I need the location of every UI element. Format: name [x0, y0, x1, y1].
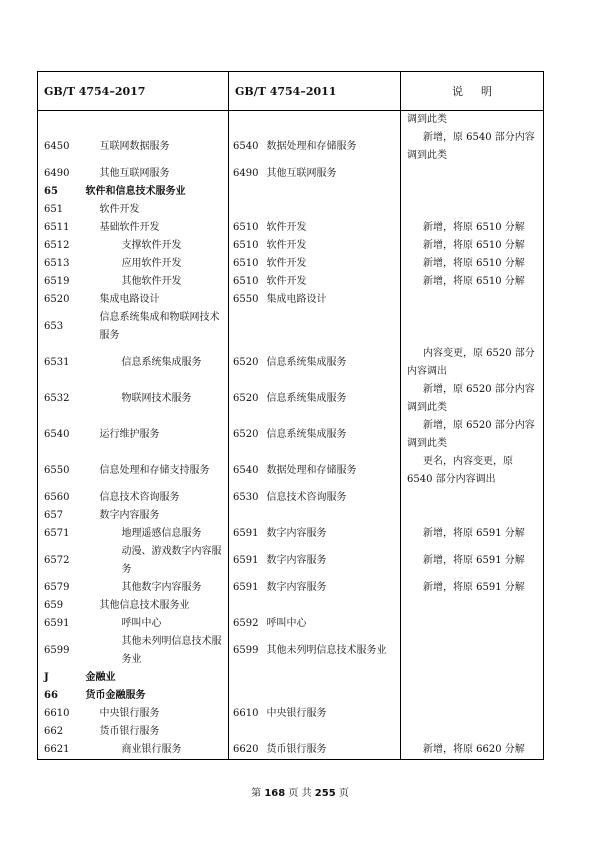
name-2011-cell — [267, 741, 401, 760]
code-2011-cell — [229, 345, 267, 381]
name-2017-text: 软件开发 — [99, 204, 140, 215]
code-2017-text: 6550 — [44, 465, 70, 476]
code-2011-text: 6510 — [233, 258, 259, 269]
code-2011-cell — [229, 309, 267, 345]
note-cell — [401, 615, 544, 633]
name-2011-cell — [267, 273, 401, 291]
code-2017-text: 651 — [44, 204, 64, 215]
name-2017-cell — [84, 489, 229, 507]
name-2011-cell — [267, 615, 401, 633]
name-2017-cell — [84, 687, 229, 705]
name-2011-text: 数据处理和存储服务 — [266, 141, 357, 152]
name-2017-cell — [84, 597, 229, 615]
name-2011-cell — [267, 255, 401, 273]
name-2017-cell — [84, 129, 229, 165]
code-2017-cell — [38, 111, 84, 130]
table-row — [38, 705, 544, 723]
table-row — [38, 687, 544, 705]
table-row — [38, 273, 544, 291]
table-header-row — [38, 72, 544, 111]
name-2011-cell — [267, 111, 401, 130]
table-row — [38, 255, 544, 273]
name-2011-text: 数据处理和存储服务 — [266, 465, 357, 476]
name-2011-text: 数字内容服务 — [266, 582, 327, 593]
code-2011-cell — [229, 741, 267, 760]
name-2017-cell — [84, 633, 229, 669]
table-row — [38, 291, 544, 309]
name-2011-cell — [267, 597, 401, 615]
code-2017-text: 6572 — [44, 555, 70, 566]
name-2011-text: 中央银行服务 — [266, 708, 327, 719]
note-text: 新增，将原 6510 分解 — [423, 222, 525, 233]
code-2017-text: 65 — [44, 186, 58, 197]
note-cell — [401, 507, 544, 525]
code-2017-text: 6591 — [44, 618, 70, 629]
name-2017-cell — [84, 507, 229, 525]
code-2017-text: 6571 — [44, 528, 70, 539]
note-cell — [401, 597, 544, 615]
name-2011-text: 软件开发 — [266, 222, 307, 233]
table-row — [38, 633, 544, 669]
note-cell — [401, 579, 544, 597]
footer-mid: 页 共 — [288, 788, 312, 799]
name-2017-cell — [84, 291, 229, 309]
name-2011-cell — [267, 381, 401, 417]
name-2017-text: 集成电路设计 — [99, 294, 160, 305]
name-2017-text: 金融业 — [85, 672, 116, 683]
note-cell — [401, 489, 544, 507]
table-row — [38, 417, 544, 453]
name-2017-text: 基础软件开发 — [99, 222, 160, 233]
name-2011-text: 信息系统集成服务 — [266, 393, 347, 404]
footer-suffix: 页 — [338, 788, 349, 799]
code-2017-text: 6512 — [44, 240, 70, 251]
note-cell — [401, 255, 544, 273]
code-2017-cell — [38, 381, 84, 417]
note-text: 新增，将原 6510 分解 — [423, 276, 525, 287]
code-2011-cell — [229, 237, 267, 255]
note-cell — [401, 291, 544, 309]
name-2011-cell — [267, 129, 401, 165]
name-2017-text: 其他信息技术服务业 — [99, 600, 190, 611]
code-2011-cell — [229, 579, 267, 597]
table-row — [38, 543, 544, 579]
name-2017-cell — [84, 273, 229, 291]
code-2017-cell — [38, 273, 84, 291]
name-2011-cell — [267, 417, 401, 453]
code-2011-text: 6510 — [233, 276, 259, 287]
name-2017-text: 其他未列明信息技术服务业 — [121, 636, 222, 665]
note-cell — [401, 219, 544, 237]
name-2011-cell — [267, 219, 401, 237]
code-2017-cell — [38, 345, 84, 381]
code-2017-text: 6519 — [44, 276, 70, 287]
table-row — [38, 111, 544, 130]
code-2017-text: 6490 — [44, 168, 70, 179]
name-2011-cell — [267, 237, 401, 255]
name-2017-cell — [84, 615, 229, 633]
code-2011-cell — [229, 129, 267, 165]
table-row — [38, 345, 544, 381]
name-2011-cell — [267, 633, 401, 669]
table-body — [38, 111, 544, 760]
code-2017-cell — [38, 597, 84, 615]
code-2017-cell — [38, 201, 84, 219]
classification-table — [37, 71, 544, 760]
name-2011-cell — [267, 201, 401, 219]
note-text: 新增，原 6540 部分内容调到此类 — [407, 132, 535, 161]
name-2011-text: 其他未列明信息技术服务业 — [266, 645, 387, 656]
code-2017-cell — [38, 453, 84, 489]
code-2011-cell — [229, 687, 267, 705]
name-2017-text: 互联网数据服务 — [99, 141, 170, 152]
code-2011-text: 6510 — [233, 240, 259, 251]
note-cell — [401, 543, 544, 579]
name-2011-cell — [267, 507, 401, 525]
note-cell — [401, 381, 544, 417]
note-text: 新增，将原 6591 分解 — [423, 528, 525, 539]
code-2017-cell — [38, 129, 84, 165]
note-cell — [401, 633, 544, 669]
name-2017-text: 货币金融服务 — [85, 690, 146, 701]
code-2017-cell — [38, 669, 84, 687]
note-cell — [401, 687, 544, 705]
note-text: 新增，将原 6620 分解 — [423, 744, 525, 755]
code-2017-text: 6511 — [44, 222, 70, 233]
name-2017-text: 信息处理和存储支持服务 — [99, 465, 210, 476]
name-2011-cell — [267, 687, 401, 705]
code-2017-cell — [38, 219, 84, 237]
code-2011-cell — [229, 525, 267, 543]
name-2011-text: 数字内容服务 — [266, 528, 327, 539]
note-cell — [401, 111, 544, 130]
code-2017-cell — [38, 507, 84, 525]
table-row — [38, 381, 544, 417]
note-cell — [401, 417, 544, 453]
code-2011-cell — [229, 291, 267, 309]
code-2017-text: 662 — [44, 726, 64, 737]
code-2011-text: 6599 — [233, 645, 259, 656]
footer-prefix: 第 — [251, 788, 262, 799]
code-2017-text: 659 — [44, 600, 64, 611]
name-2017-text: 运行维护服务 — [99, 429, 160, 440]
table-row — [38, 219, 544, 237]
code-2011-text: 6520 — [233, 393, 259, 404]
code-2011-cell — [229, 669, 267, 687]
code-2017-text: 6610 — [44, 708, 70, 719]
note-cell — [401, 183, 544, 201]
note-text: 更名，内容变更，原 6540 部分内容调出 — [407, 456, 513, 485]
name-2011-cell — [267, 345, 401, 381]
note-cell — [401, 309, 544, 345]
code-2017-cell — [38, 291, 84, 309]
name-2017-text: 动漫、游戏数字内容服务 — [121, 546, 222, 575]
note-cell — [401, 453, 544, 489]
name-2017-text: 其他软件开发 — [121, 276, 182, 287]
code-2011-text: 6591 — [233, 555, 259, 566]
name-2011-cell — [267, 489, 401, 507]
code-2017-cell — [38, 255, 84, 273]
code-2011-text: 6510 — [233, 222, 259, 233]
name-2017-text: 地理遥感信息服务 — [121, 528, 202, 539]
header-gbt-2017: GB/T 4754–2017 — [38, 72, 229, 111]
code-2017-text: 6599 — [44, 645, 70, 656]
name-2011-text: 呼叫中心 — [266, 618, 307, 629]
name-2011-cell — [267, 183, 401, 201]
header-gbt-2011: GB/T 4754–2011 — [229, 72, 401, 111]
code-2017-text: 66 — [44, 690, 58, 701]
footer-total-pages: 255 — [314, 788, 336, 799]
note-cell — [401, 741, 544, 760]
name-2017-text: 信息系统集成和物联网技术服务 — [99, 312, 220, 341]
name-2017-cell — [84, 237, 229, 255]
code-2017-cell — [38, 237, 84, 255]
note-text: 新增，将原 6510 分解 — [423, 240, 525, 251]
name-2017-cell — [84, 723, 229, 741]
code-2011-text: 6520 — [233, 357, 259, 368]
code-2011-cell — [229, 417, 267, 453]
name-2017-cell — [84, 183, 229, 201]
code-2011-text: 6490 — [233, 168, 259, 179]
table-row — [38, 615, 544, 633]
code-2017-cell — [38, 579, 84, 597]
note-cell — [401, 525, 544, 543]
code-2017-cell — [38, 741, 84, 760]
code-2017-cell — [38, 309, 84, 345]
table-row — [38, 597, 544, 615]
table-row — [38, 489, 544, 507]
code-2011-cell — [229, 507, 267, 525]
note-cell — [401, 669, 544, 687]
code-2017-cell — [38, 705, 84, 723]
code-2011-cell — [229, 381, 267, 417]
code-2011-text: 6591 — [233, 528, 259, 539]
note-text: 内容变更，原 6520 部分内容调出 — [407, 348, 535, 377]
code-2011-text: 6591 — [233, 582, 259, 593]
note-text: 新增，原 6520 部分内容调到此类 — [407, 384, 535, 413]
name-2017-cell — [84, 543, 229, 579]
name-2011-text: 信息系统集成服务 — [266, 357, 347, 368]
note-text: 调到此类 — [407, 114, 447, 125]
name-2011-cell — [267, 543, 401, 579]
name-2011-text: 集成电路设计 — [266, 294, 327, 305]
code-2017-cell — [38, 615, 84, 633]
name-2011-text: 其他互联网服务 — [266, 168, 337, 179]
note-cell — [401, 201, 544, 219]
name-2017-text: 呼叫中心 — [121, 618, 162, 629]
note-text: 新增，原 6520 部分内容调到此类 — [407, 420, 535, 449]
table-row — [38, 579, 544, 597]
name-2011-text: 信息技术咨询服务 — [266, 492, 347, 503]
code-2017-text: 6579 — [44, 582, 70, 593]
code-2011-cell — [229, 615, 267, 633]
name-2011-cell — [267, 525, 401, 543]
name-2011-text: 软件开发 — [266, 258, 307, 269]
code-2011-cell — [229, 633, 267, 669]
code-2017-cell — [38, 633, 84, 669]
note-cell — [401, 273, 544, 291]
code-2017-text: 657 — [44, 510, 64, 521]
name-2017-cell — [84, 111, 229, 130]
code-2017-text: 6560 — [44, 492, 70, 503]
name-2017-cell — [84, 705, 229, 723]
name-2017-cell — [84, 381, 229, 417]
code-2017-text: J — [44, 672, 49, 683]
name-2017-text: 商业银行服务 — [121, 744, 182, 755]
code-2011-cell — [229, 273, 267, 291]
note-cell — [401, 129, 544, 165]
code-2011-text: 6620 — [233, 744, 259, 755]
table-row — [38, 309, 544, 345]
code-2017-cell — [38, 687, 84, 705]
name-2011-text: 软件开发 — [266, 240, 307, 251]
code-2011-cell — [229, 201, 267, 219]
note-cell — [401, 723, 544, 741]
name-2017-text: 物联网技术服务 — [121, 393, 192, 404]
page-footer — [0, 784, 600, 799]
name-2017-text: 信息技术咨询服务 — [99, 492, 180, 503]
table-row — [38, 723, 544, 741]
name-2017-cell — [84, 579, 229, 597]
code-2017-cell — [38, 489, 84, 507]
code-2011-cell — [229, 597, 267, 615]
code-2011-cell — [229, 111, 267, 130]
note-text: 新增，将原 6591 分解 — [423, 582, 525, 593]
name-2017-cell — [84, 255, 229, 273]
note-cell — [401, 165, 544, 183]
code-2011-cell — [229, 183, 267, 201]
table-row — [38, 183, 544, 201]
code-2017-cell — [38, 723, 84, 741]
name-2011-text: 数字内容服务 — [266, 555, 327, 566]
code-2011-cell — [229, 255, 267, 273]
note-text: 新增，将原 6591 分解 — [423, 555, 525, 566]
name-2017-cell — [84, 309, 229, 345]
name-2017-text: 其他互联网服务 — [99, 168, 170, 179]
code-2011-cell — [229, 453, 267, 489]
name-2017-cell — [84, 525, 229, 543]
name-2011-cell — [267, 291, 401, 309]
table-row — [38, 525, 544, 543]
code-2017-text: 6520 — [44, 294, 70, 305]
header-note: 说明 — [401, 72, 544, 111]
code-2011-cell — [229, 543, 267, 579]
code-2017-text: 6540 — [44, 429, 70, 440]
name-2017-text: 应用软件开发 — [121, 258, 182, 269]
code-2017-cell — [38, 183, 84, 201]
footer-page-number: 168 — [264, 788, 286, 799]
table-row — [38, 201, 544, 219]
code-2011-text: 6610 — [233, 708, 259, 719]
name-2017-text: 中央银行服务 — [99, 708, 160, 719]
code-2017-text: 6621 — [44, 744, 70, 755]
note-cell — [401, 345, 544, 381]
code-2011-text: 6550 — [233, 294, 259, 305]
name-2011-text: 信息系统集成服务 — [266, 429, 347, 440]
name-2017-cell — [84, 219, 229, 237]
name-2017-cell — [84, 165, 229, 183]
code-2017-text: 6513 — [44, 258, 70, 269]
name-2017-text: 数字内容服务 — [99, 510, 160, 521]
code-2017-cell — [38, 525, 84, 543]
table-row — [38, 453, 544, 489]
code-2011-cell — [229, 219, 267, 237]
name-2017-cell — [84, 669, 229, 687]
name-2017-text: 软件和信息技术服务业 — [85, 186, 186, 197]
name-2011-cell — [267, 723, 401, 741]
table-row — [38, 129, 544, 165]
note-cell — [401, 237, 544, 255]
note-cell — [401, 705, 544, 723]
name-2011-cell — [267, 705, 401, 723]
code-2011-text: 6592 — [233, 618, 259, 629]
table-row — [38, 741, 544, 760]
name-2011-cell — [267, 309, 401, 345]
name-2017-cell — [84, 417, 229, 453]
name-2011-cell — [267, 165, 401, 183]
table-row — [38, 237, 544, 255]
code-2011-cell — [229, 705, 267, 723]
code-2017-cell — [38, 417, 84, 453]
code-2017-text: 6532 — [44, 393, 70, 404]
code-2011-cell — [229, 489, 267, 507]
code-2017-cell — [38, 543, 84, 579]
code-2011-text: 6530 — [233, 492, 259, 503]
table-row — [38, 165, 544, 183]
code-2017-text: 6450 — [44, 141, 70, 152]
code-2011-cell — [229, 165, 267, 183]
table-row — [38, 507, 544, 525]
name-2017-text: 货币银行服务 — [99, 726, 160, 737]
name-2011-cell — [267, 669, 401, 687]
name-2017-text: 支撑软件开发 — [121, 240, 182, 251]
name-2011-text: 货币银行服务 — [266, 744, 327, 755]
code-2011-text: 6540 — [233, 465, 259, 476]
code-2011-text: 6520 — [233, 429, 259, 440]
table-row — [38, 669, 544, 687]
name-2017-cell — [84, 741, 229, 760]
name-2017-cell — [84, 345, 229, 381]
name-2011-text: 软件开发 — [266, 276, 307, 287]
name-2017-text: 其他数字内容服务 — [121, 582, 202, 593]
name-2011-cell — [267, 579, 401, 597]
name-2017-cell — [84, 201, 229, 219]
note-text: 新增，将原 6510 分解 — [423, 258, 525, 269]
code-2017-cell — [38, 165, 84, 183]
name-2017-cell — [84, 453, 229, 489]
code-2011-text: 6540 — [233, 141, 259, 152]
code-2017-text: 6531 — [44, 357, 70, 368]
code-2011-cell — [229, 723, 267, 741]
name-2011-cell — [267, 453, 401, 489]
name-2017-text: 信息系统集成服务 — [121, 357, 202, 368]
code-2017-text: 653 — [44, 321, 64, 332]
